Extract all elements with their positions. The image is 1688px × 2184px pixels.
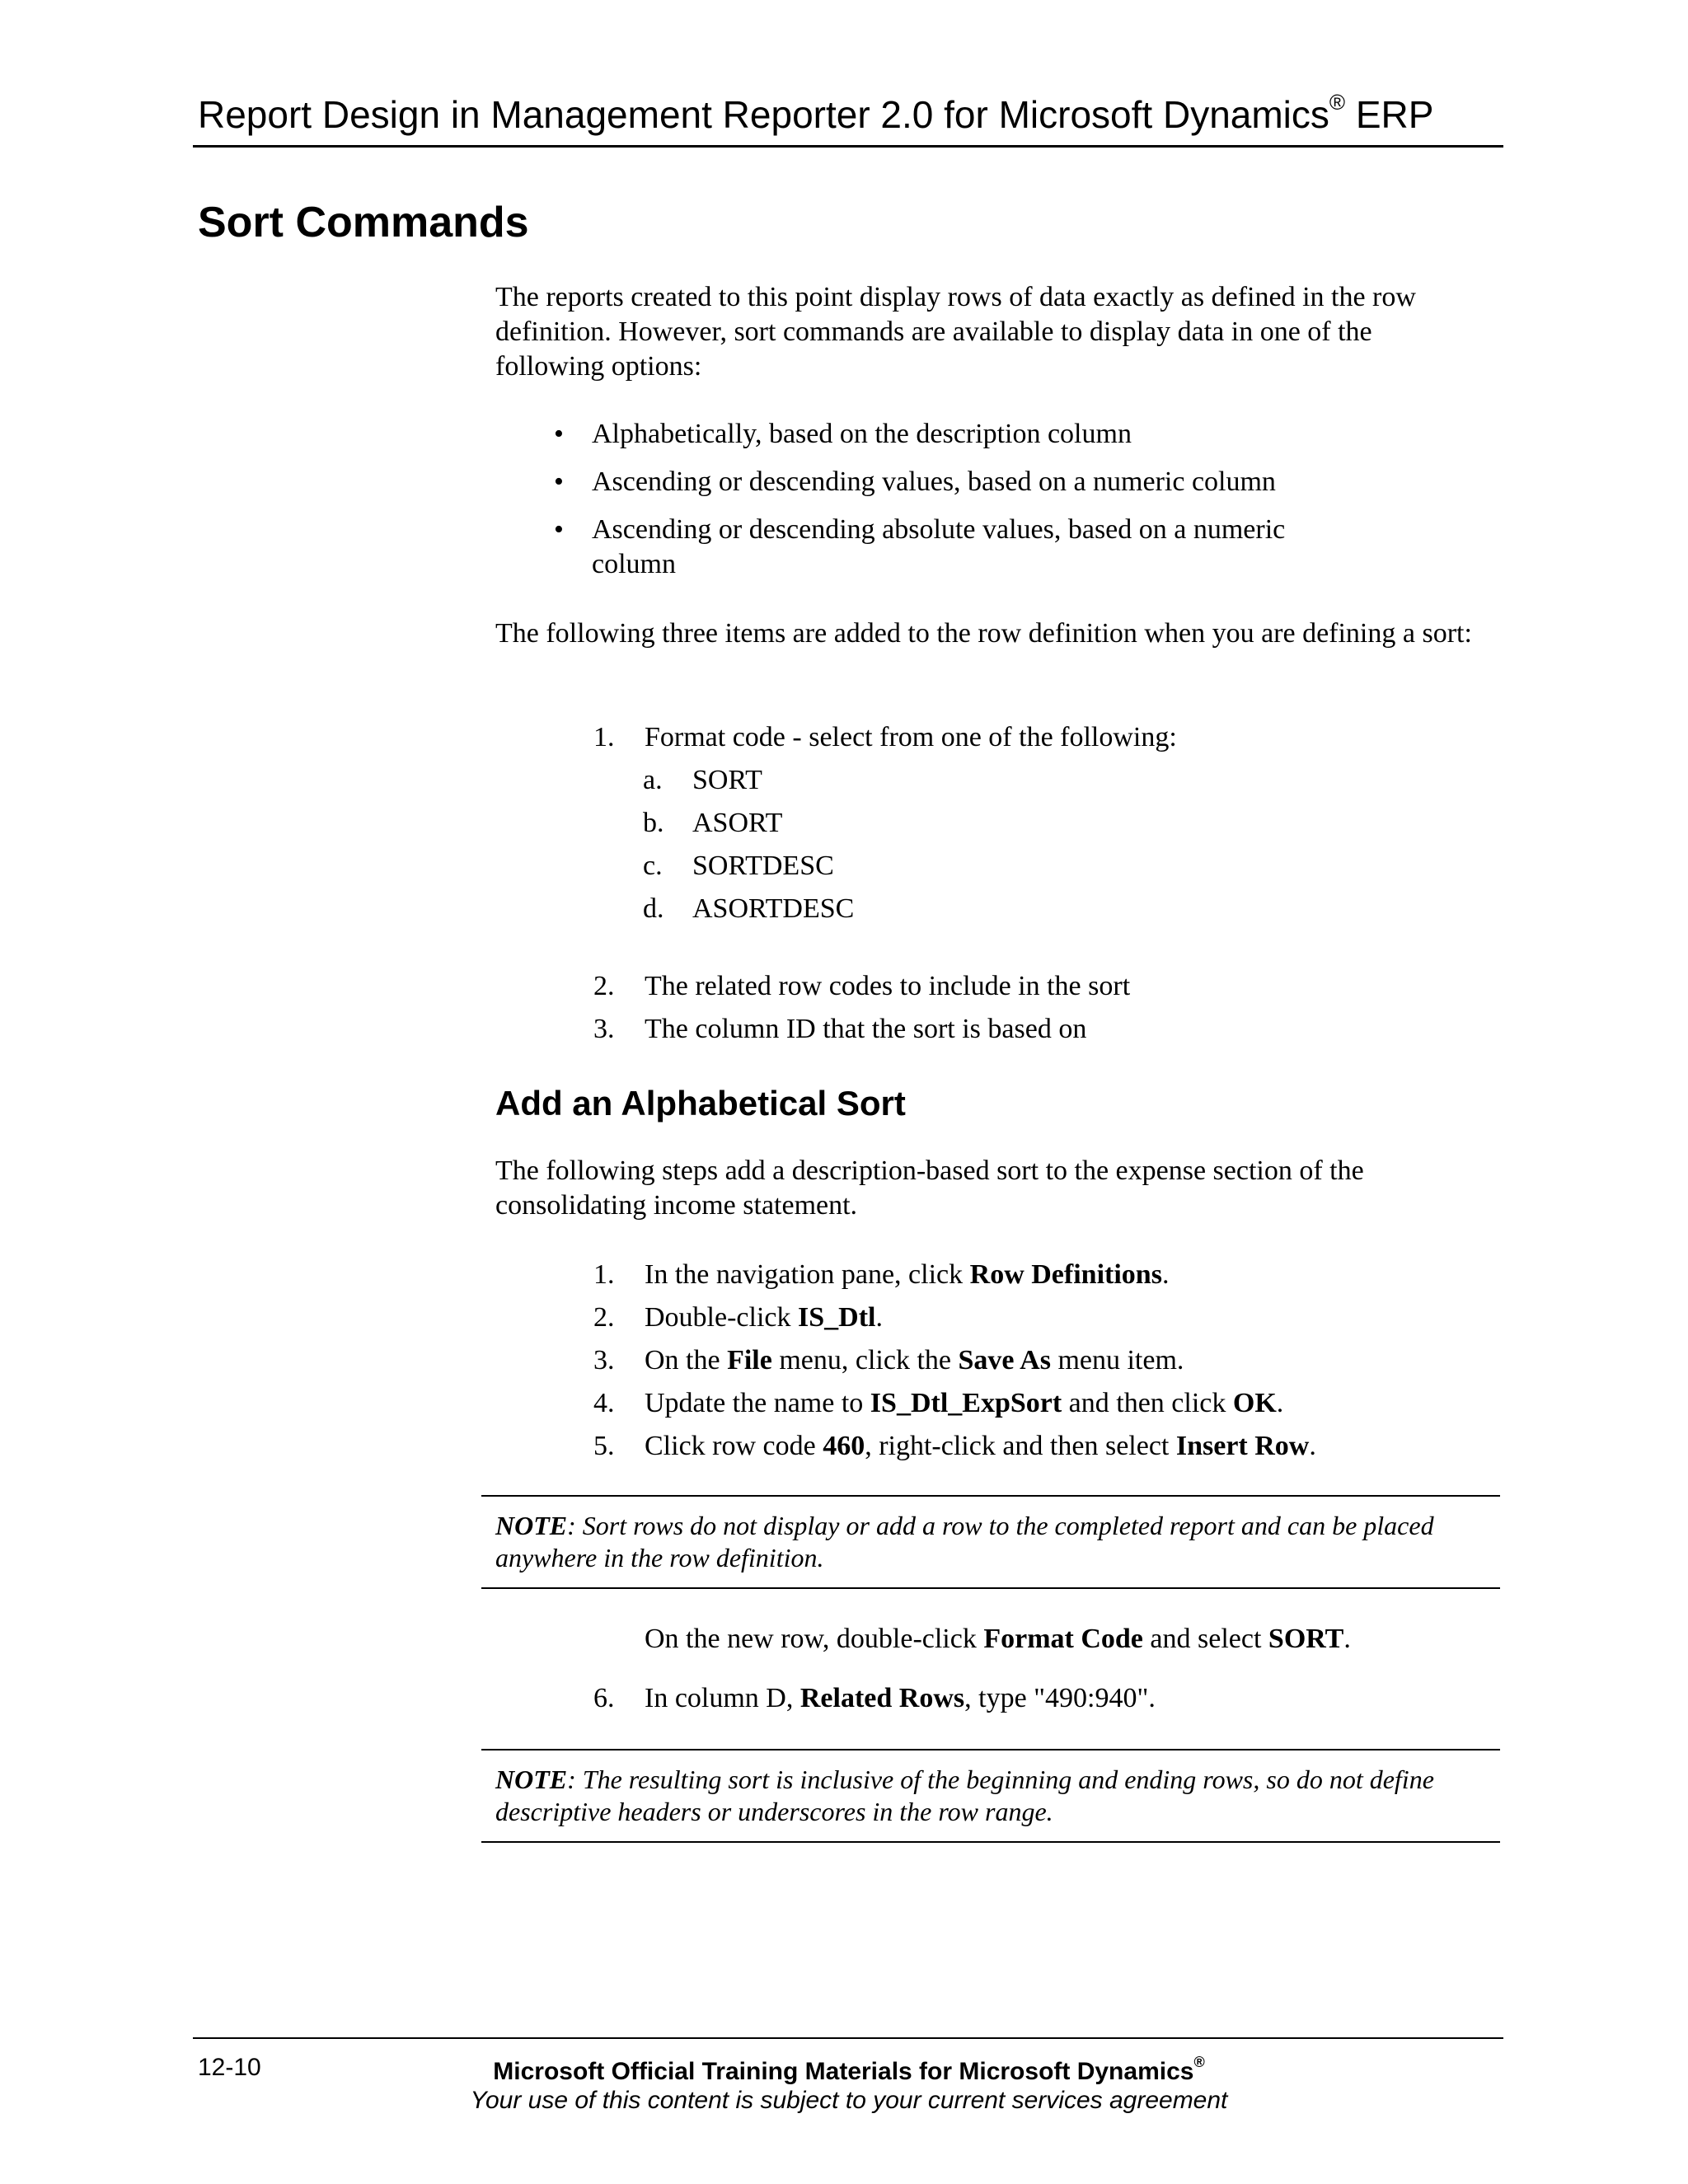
step-text: Double-click — [645, 1302, 798, 1333]
ui-term: Insert Row — [1175, 1431, 1310, 1461]
ui-term: IS_Dtl_ExpSort — [870, 1388, 1062, 1418]
lettered-item — [643, 763, 762, 798]
step-text: , type "490:940". — [964, 1683, 1156, 1713]
step-text: menu item. — [1050, 1345, 1184, 1376]
bullet-glyph: • — [554, 466, 564, 497]
item-letter: a. — [643, 765, 663, 795]
item-number: 1. — [593, 722, 615, 752]
format-code: ASORTDESC — [692, 893, 855, 924]
step-item — [593, 1386, 1283, 1421]
ui-term: Save As — [958, 1345, 1051, 1376]
step-number: 3. — [593, 1345, 615, 1376]
ui-term: IS_Dtl — [798, 1302, 876, 1333]
bullet-text: Alphabetically, based on the description column — [592, 419, 1132, 449]
step-number: 4. — [593, 1388, 615, 1418]
note-box — [495, 1764, 1493, 1828]
header-title-text: Report Design in Management Reporter 2.0 for Microsoft Dynamics — [198, 93, 1329, 136]
step-text: . — [1343, 1624, 1351, 1654]
note-label: NOTE — [495, 1511, 568, 1540]
step-item — [593, 1429, 1316, 1464]
ui-term: SORT — [1268, 1624, 1344, 1654]
item-number: 2. — [593, 971, 615, 1001]
footer-disclaimer: Your use of this content is subject to your current services agreement — [470, 2087, 1228, 2114]
ui-term: 460 — [823, 1431, 865, 1461]
header-title-suffix: ERP — [1345, 93, 1434, 136]
items-intro-paragraph: The following three items are added to the row definition when you are defining a sort: — [495, 618, 1472, 649]
footer-divider — [193, 2037, 1503, 2039]
section-heading: Sort Commands — [198, 199, 529, 246]
registered-mark: ® — [1329, 89, 1346, 115]
step-number: 1. — [593, 1259, 615, 1290]
step-text: and select — [1142, 1624, 1268, 1654]
step-item — [593, 1681, 1156, 1716]
step-item — [593, 1258, 1169, 1292]
note-top-rule — [481, 1495, 1500, 1497]
ui-term: Format Code — [983, 1624, 1143, 1654]
step-text: On the — [645, 1345, 728, 1376]
header-divider — [193, 145, 1503, 148]
ui-term: Related Rows — [799, 1683, 965, 1713]
step-text: In the navigation pane, click — [645, 1259, 970, 1290]
lettered-item — [643, 849, 834, 883]
steps-intro-paragraph: The following steps add a description-based sort to the expense section of the consolidating income statement. — [495, 1155, 1364, 1221]
step-text: In column D, — [645, 1683, 800, 1713]
format-code: SORTDESC — [692, 851, 834, 881]
step-text: . — [875, 1302, 883, 1333]
running-header — [198, 89, 1434, 136]
bullet-glyph: • — [554, 419, 564, 449]
note-label: NOTE — [495, 1765, 568, 1794]
footer-title — [478, 2054, 1220, 2086]
bullet-item — [554, 513, 1350, 582]
note-text: : The resulting sort is inclusive of the beginning and ending rows, so do not define descriptive headers or underscores in the row range. — [495, 1765, 1434, 1826]
step-text: Click row code — [645, 1431, 823, 1461]
registered-mark: ® — [1193, 2054, 1205, 2070]
numbered-item — [593, 1012, 1086, 1047]
note-box — [495, 1510, 1493, 1574]
bullet-item — [554, 417, 1416, 452]
item-letter: b. — [643, 808, 664, 838]
numbered-item — [593, 969, 1130, 1004]
format-code: ASORT — [692, 808, 783, 838]
page-number: 12-10 — [198, 2054, 261, 2081]
subsection-heading: Add an Alphabetical Sort — [495, 1084, 906, 1122]
step-text: . — [1309, 1431, 1316, 1461]
step-text: Update the name to — [645, 1388, 870, 1418]
numbered-item — [593, 720, 1177, 755]
footer-title-text: Microsoft Official Training Materials for Microsoft Dynamics — [493, 2058, 1194, 2085]
note-bottom-rule — [481, 1841, 1500, 1843]
bullet-item — [554, 465, 1416, 499]
step-text: , right-click and then select — [865, 1431, 1176, 1461]
format-code: SORT — [692, 765, 762, 795]
bullet-glyph: • — [554, 514, 564, 545]
step-text: menu, click the — [771, 1345, 959, 1376]
step-text: . — [1276, 1388, 1284, 1418]
ui-term: Row Definitions — [969, 1259, 1162, 1290]
step-continuation — [645, 1622, 1351, 1657]
lettered-item — [643, 806, 782, 841]
step-number: 2. — [593, 1302, 615, 1333]
lettered-item — [643, 892, 854, 926]
ui-term: File — [727, 1345, 772, 1376]
note-bottom-rule — [481, 1587, 1500, 1589]
bullet-text: Ascending or descending values, based on a numeric column — [592, 466, 1276, 497]
note-top-rule — [481, 1749, 1500, 1750]
item-letter: d. — [643, 893, 664, 924]
bullet-text: Ascending or descending absolute values, based on a numeric column — [592, 514, 1286, 579]
item-text: Format code - select from one of the following: — [645, 722, 1177, 752]
item-number: 3. — [593, 1014, 615, 1044]
note-text: : Sort rows do not display or add a row to the completed report and can be placed anywhere in the row definition. — [495, 1511, 1434, 1572]
step-text: On the new row, double-click — [645, 1624, 984, 1654]
step-item — [593, 1301, 883, 1335]
intro-paragraph: The reports created to this point display rows of data exactly as defined in the row definition. However, sort commands are available to display data in one of the following options: — [495, 282, 1416, 382]
step-number: 6. — [593, 1683, 615, 1713]
item-text: The column ID that the sort is based on — [645, 1014, 1087, 1044]
step-text: and then click — [1062, 1388, 1233, 1418]
step-item — [593, 1343, 1184, 1378]
item-text: The related row codes to include in the sort — [645, 971, 1131, 1001]
ui-term: OK — [1232, 1388, 1277, 1418]
step-number: 5. — [593, 1431, 615, 1461]
step-text: . — [1161, 1259, 1170, 1290]
item-letter: c. — [643, 851, 663, 881]
